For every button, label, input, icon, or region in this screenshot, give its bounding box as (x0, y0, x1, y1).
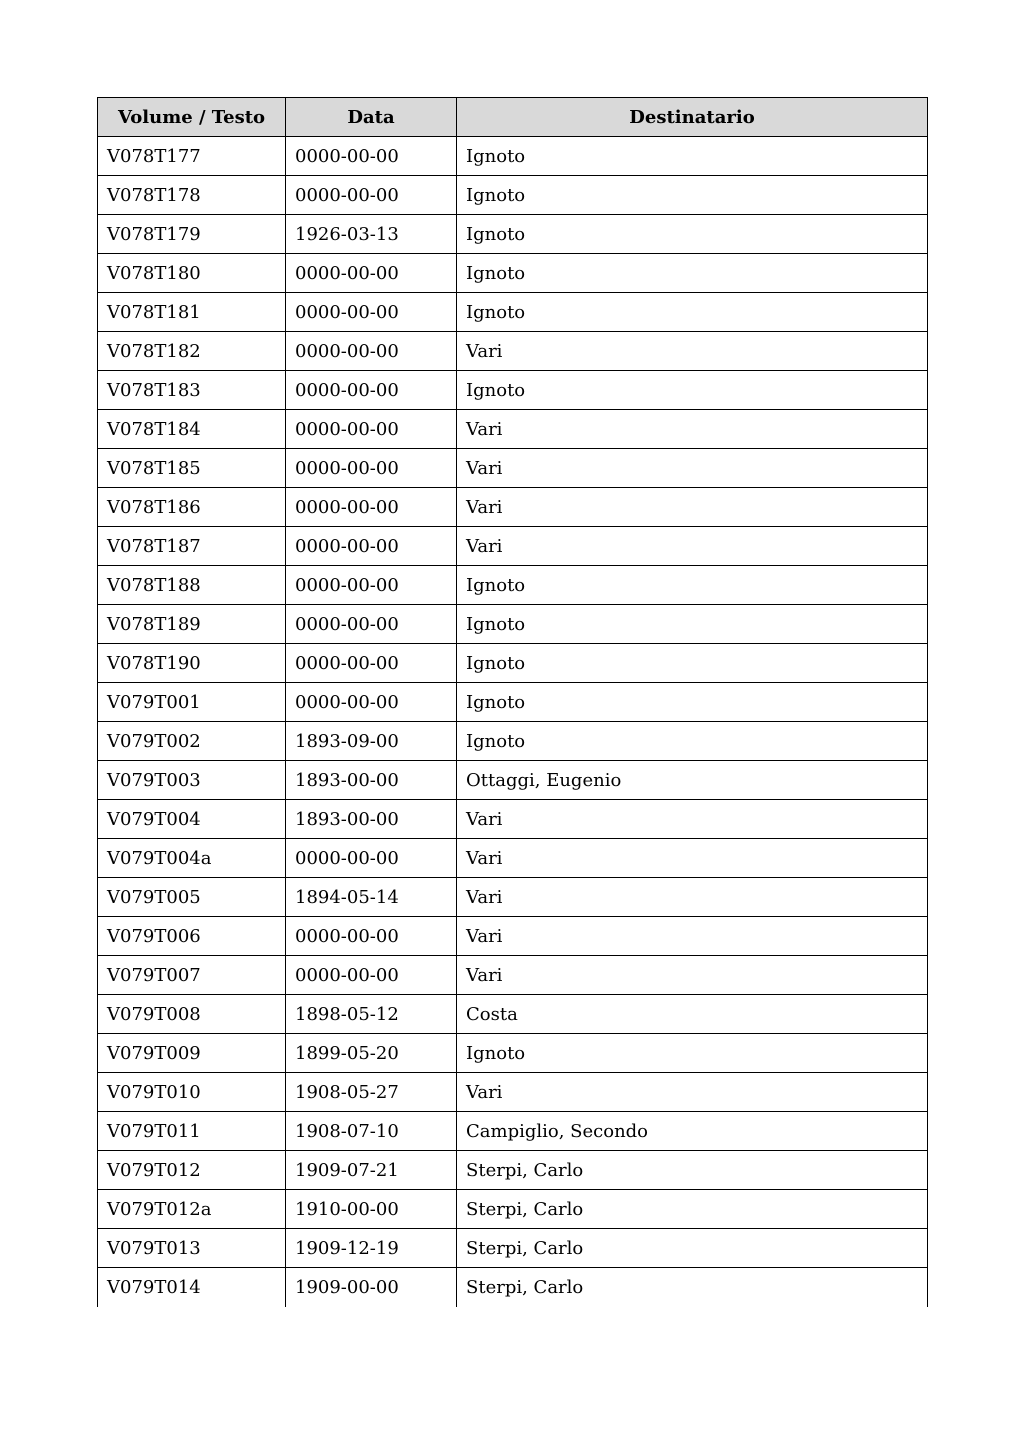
cell-destinatario: Campiglio, Secondo (457, 1112, 928, 1151)
cell-volume-testo: V079T013 (98, 1229, 286, 1268)
cell-destinatario: Ignoto (457, 176, 928, 215)
cell-destinatario: Vari (457, 839, 928, 878)
cell-volume-testo: V079T004 (98, 800, 286, 839)
cell-destinatario: Ignoto (457, 683, 928, 722)
cell-destinatario: Vari (457, 800, 928, 839)
cell-volume-testo: V078T187 (98, 527, 286, 566)
cell-volume-testo: V078T185 (98, 449, 286, 488)
cell-volume-testo: V078T179 (98, 215, 286, 254)
table-row (98, 1229, 928, 1268)
table-row (98, 917, 928, 956)
table-row (98, 761, 928, 800)
cell-destinatario: Sterpi, Carlo (457, 1190, 928, 1229)
cell-data: 1894-05-14 (286, 878, 457, 917)
cell-destinatario: Vari (457, 410, 928, 449)
table-row (98, 176, 928, 215)
cell-data: 0000-00-00 (286, 488, 457, 527)
cell-data: 1908-07-10 (286, 1112, 457, 1151)
table-row (98, 1073, 928, 1112)
cell-destinatario: Ignoto (457, 644, 928, 683)
table-row (98, 878, 928, 917)
cell-destinatario: Vari (457, 917, 928, 956)
table-row (98, 800, 928, 839)
cell-data: 0000-00-00 (286, 293, 457, 332)
cell-data: 1909-00-00 (286, 1268, 457, 1307)
records-table (97, 97, 928, 1307)
cell-volume-testo: V078T183 (98, 371, 286, 410)
table-header-row (98, 98, 928, 137)
table-row (98, 527, 928, 566)
cell-destinatario: Ignoto (457, 1034, 928, 1073)
cell-data: 0000-00-00 (286, 176, 457, 215)
column-header-volume-testo: Volume / Testo (98, 98, 286, 137)
cell-volume-testo: V078T182 (98, 332, 286, 371)
cell-data: 1893-00-00 (286, 800, 457, 839)
cell-volume-testo: V079T006 (98, 917, 286, 956)
cell-destinatario: Vari (457, 1073, 928, 1112)
table-row (98, 488, 928, 527)
cell-volume-testo: V079T005 (98, 878, 286, 917)
cell-volume-testo: V079T008 (98, 995, 286, 1034)
cell-destinatario: Vari (457, 527, 928, 566)
cell-destinatario: Ignoto (457, 254, 928, 293)
cell-volume-testo: V079T003 (98, 761, 286, 800)
cell-destinatario: Ignoto (457, 137, 928, 176)
table-row (98, 137, 928, 176)
cell-volume-testo: V078T177 (98, 137, 286, 176)
table-row (98, 1268, 928, 1307)
cell-data: 1908-05-27 (286, 1073, 457, 1112)
table-row (98, 683, 928, 722)
cell-destinatario: Ignoto (457, 605, 928, 644)
table-row (98, 995, 928, 1034)
cell-data: 0000-00-00 (286, 956, 457, 995)
table-row (98, 449, 928, 488)
cell-destinatario: Vari (457, 488, 928, 527)
cell-data: 0000-00-00 (286, 605, 457, 644)
cell-data: 0000-00-00 (286, 839, 457, 878)
cell-volume-testo: V079T007 (98, 956, 286, 995)
table-row (98, 605, 928, 644)
table-row (98, 293, 928, 332)
cell-volume-testo: V078T178 (98, 176, 286, 215)
cell-destinatario: Ignoto (457, 722, 928, 761)
cell-data: 1909-12-19 (286, 1229, 457, 1268)
table-row (98, 332, 928, 371)
cell-destinatario: Sterpi, Carlo (457, 1229, 928, 1268)
cell-data: 0000-00-00 (286, 683, 457, 722)
cell-volume-testo: V078T180 (98, 254, 286, 293)
cell-destinatario: Ignoto (457, 293, 928, 332)
cell-data: 1898-05-12 (286, 995, 457, 1034)
cell-destinatario: Vari (457, 449, 928, 488)
cell-volume-testo: V078T188 (98, 566, 286, 605)
cell-data: 0000-00-00 (286, 371, 457, 410)
cell-volume-testo: V079T001 (98, 683, 286, 722)
cell-volume-testo: V078T186 (98, 488, 286, 527)
cell-data: 0000-00-00 (286, 566, 457, 605)
cell-destinatario: Sterpi, Carlo (457, 1268, 928, 1307)
table-row (98, 644, 928, 683)
column-header-destinatario: Destinatario (457, 98, 928, 137)
cell-data: 1909-07-21 (286, 1151, 457, 1190)
cell-data: 1893-09-00 (286, 722, 457, 761)
table-row (98, 839, 928, 878)
cell-volume-testo: V078T190 (98, 644, 286, 683)
cell-destinatario: Costa (457, 995, 928, 1034)
cell-data: 1899-05-20 (286, 1034, 457, 1073)
table-body (98, 137, 928, 1307)
cell-volume-testo: V079T012a (98, 1190, 286, 1229)
cell-volume-testo: V078T181 (98, 293, 286, 332)
cell-data: 0000-00-00 (286, 137, 457, 176)
table-row (98, 371, 928, 410)
cell-data: 0000-00-00 (286, 449, 457, 488)
table-row (98, 722, 928, 761)
cell-data: 0000-00-00 (286, 644, 457, 683)
cell-data: 1910-00-00 (286, 1190, 457, 1229)
cell-volume-testo: V078T184 (98, 410, 286, 449)
cell-destinatario: Ignoto (457, 215, 928, 254)
cell-data: 0000-00-00 (286, 410, 457, 449)
table-row (98, 1034, 928, 1073)
cell-volume-testo: V079T014 (98, 1268, 286, 1307)
table-row (98, 566, 928, 605)
table-row (98, 956, 928, 995)
cell-volume-testo: V079T010 (98, 1073, 286, 1112)
cell-destinatario: Ignoto (457, 371, 928, 410)
cell-destinatario: Sterpi, Carlo (457, 1151, 928, 1190)
cell-volume-testo: V079T009 (98, 1034, 286, 1073)
column-header-data: Data (286, 98, 457, 137)
table-row (98, 1190, 928, 1229)
cell-volume-testo: V079T011 (98, 1112, 286, 1151)
cell-destinatario: Ignoto (457, 566, 928, 605)
cell-data: 0000-00-00 (286, 332, 457, 371)
cell-volume-testo: V078T189 (98, 605, 286, 644)
table-row (98, 254, 928, 293)
cell-destinatario: Vari (457, 878, 928, 917)
cell-volume-testo: V079T002 (98, 722, 286, 761)
cell-data: 1893-00-00 (286, 761, 457, 800)
table-row (98, 1151, 928, 1190)
table-row (98, 215, 928, 254)
cell-data: 1926-03-13 (286, 215, 457, 254)
table-row (98, 1112, 928, 1151)
cell-destinatario: Vari (457, 332, 928, 371)
table-row (98, 410, 928, 449)
cell-data: 0000-00-00 (286, 254, 457, 293)
cell-volume-testo: V079T012 (98, 1151, 286, 1190)
cell-data: 0000-00-00 (286, 917, 457, 956)
cell-data: 0000-00-00 (286, 527, 457, 566)
cell-destinatario: Ottaggi, Eugenio (457, 761, 928, 800)
cell-destinatario: Vari (457, 956, 928, 995)
cell-volume-testo: V079T004a (98, 839, 286, 878)
